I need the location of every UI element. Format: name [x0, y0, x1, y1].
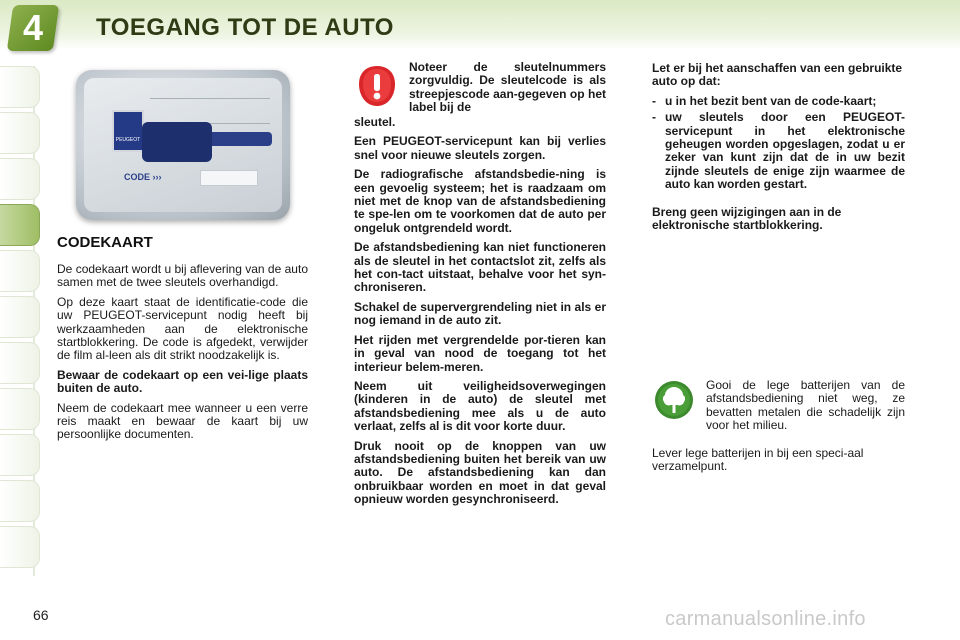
- environment-text: Gooi de lege batterijen van de afstandsbediening niet weg, ze bevatten metalen die schadelijk zijn voor het milieu.: [706, 378, 905, 433]
- paragraph-bold: Bewaar de codekaart op een vei-lige plaats buiten de auto.: [57, 367, 308, 396]
- code-label: CODE: [124, 172, 151, 182]
- warning-item: Schakel de supervergrendeling niet in als er nog iemand in de auto zit.: [354, 299, 606, 328]
- warning-icon: [357, 64, 397, 108]
- paragraph: Neem de codekaart mee wanneer u een verre reis maakt en bewaar de kaart bij uw persoonlijke documenten.: [57, 400, 308, 442]
- key-head: [142, 122, 212, 162]
- used-car-text: [652, 62, 905, 238]
- codekaart-text: [57, 263, 308, 448]
- chapter-tab-8[interactable]: [0, 388, 40, 430]
- used-car-list: [652, 95, 905, 192]
- list-item: - uw sleutels door een PEUGEOT-servicepunt in het elektronische geheugen worden opgeslagen, zodat u er zeker van kunt zijn dat de in uw bezit zijnde sleutels de enige zijn waarmee de auto kan worden gestart.: [652, 111, 905, 191]
- code-label-strip: CODE ›››: [124, 172, 162, 182]
- warning-intro: Noteer de sleutelnummers zorgvuldig. De sleutelcode is als streepjescode aan-gegeven op het label bij de: [409, 60, 606, 115]
- peugeot-lion-logo: [112, 110, 144, 152]
- warning-item: Het rijden met vergrendelde por-tieren kan in geval van nood de toegang tot het interieur belem-meren.: [354, 332, 606, 374]
- environment-tree-icon: [654, 380, 694, 420]
- warnings-text: [354, 116, 606, 513]
- paragraph: Op deze kaart staat de identificatie-code die uw PEUGEOT-servicepunt nodig heeft bij werkzaamheden aan de elektronische startblokkering. De code is afgedekt, verwijder de film al-leen als dit strikt noodzakelijk is.: [57, 294, 308, 363]
- warning-item: Een PEUGEOT-servicepunt kan bij verlies snel voor nieuwe sleutels zorgen.: [354, 134, 606, 162]
- code-sticker: [200, 170, 258, 186]
- chapter-tab-10[interactable]: [0, 480, 40, 522]
- chapter-tab-11[interactable]: [0, 526, 40, 568]
- chapter-tab-4-active[interactable]: [0, 204, 40, 246]
- watermark: carmanualsonline.info: [665, 608, 866, 630]
- chapter-tab-2[interactable]: [0, 112, 40, 154]
- chapter-tab-3[interactable]: [0, 158, 40, 200]
- chapter-tab-1[interactable]: [0, 66, 40, 108]
- chapter-tabs: [0, 66, 40, 572]
- warning-item: Druk nooit op de knoppen van uw afstandsbediening buiten het bereik van uw auto. De afstandsbediening kan dan onbruikbaar worden en moet in dat geval opnieuw worden gesynchroniseerd.: [354, 438, 606, 507]
- paragraph: De codekaart wordt u bij aflevering van de auto samen met de twee sleutels overhandigd.: [57, 262, 308, 290]
- warning-item: De radiografische afstandsbedie-ning is een gevoelig systeem; het is raadzaam om niet met de knop van de afstandsbediening te spe-len om te voorkomen dat de auto per ongeluk ontgrendeld wordt.: [354, 167, 606, 235]
- used-car-intro: Let er bij het aanschaffen van een gebruikte auto op dat:: [652, 61, 903, 89]
- warning-item: De afstandsbediening kan niet functioneren als de sleutel in het contactslot zit, zelfs als het con-tact uitstaat, behalve voor het syn-chroniseren.: [354, 240, 606, 295]
- page-number: 66: [33, 607, 49, 623]
- chapter-number: 4: [22, 7, 44, 48]
- chapter-tab-7[interactable]: [0, 342, 40, 384]
- key-blade: [212, 132, 272, 146]
- chapter-tab-9[interactable]: [0, 434, 40, 476]
- chapter-tab-5[interactable]: [0, 250, 40, 292]
- page-title: TOEGANG TOT DE AUTO: [96, 14, 394, 41]
- code-card-illustration: [76, 70, 290, 220]
- card-lines: [150, 98, 270, 124]
- section-title: CODEKAART: [57, 234, 153, 251]
- used-car-note: Breng geen wijzigingen aan in de elektronische startblokkering.: [652, 204, 842, 233]
- list-item: - u in het bezit bent van de code-kaart;: [652, 95, 905, 108]
- warning-item: Neem uit veiligheidsoverwegingen (kinderen in de auto) de sleutel met afstandsbediening mee als u de auto verlaat, zelfs al is dit voor korte duur.: [354, 378, 606, 434]
- chapter-tab-6[interactable]: [0, 296, 40, 338]
- warning-intro-tail: sleutel.: [354, 115, 396, 129]
- environment-text-2: Lever lege batterijen in bij een speci-aal verzamelpunt.: [652, 446, 864, 474]
- brand-text: PEUGEOT: [115, 137, 141, 143]
